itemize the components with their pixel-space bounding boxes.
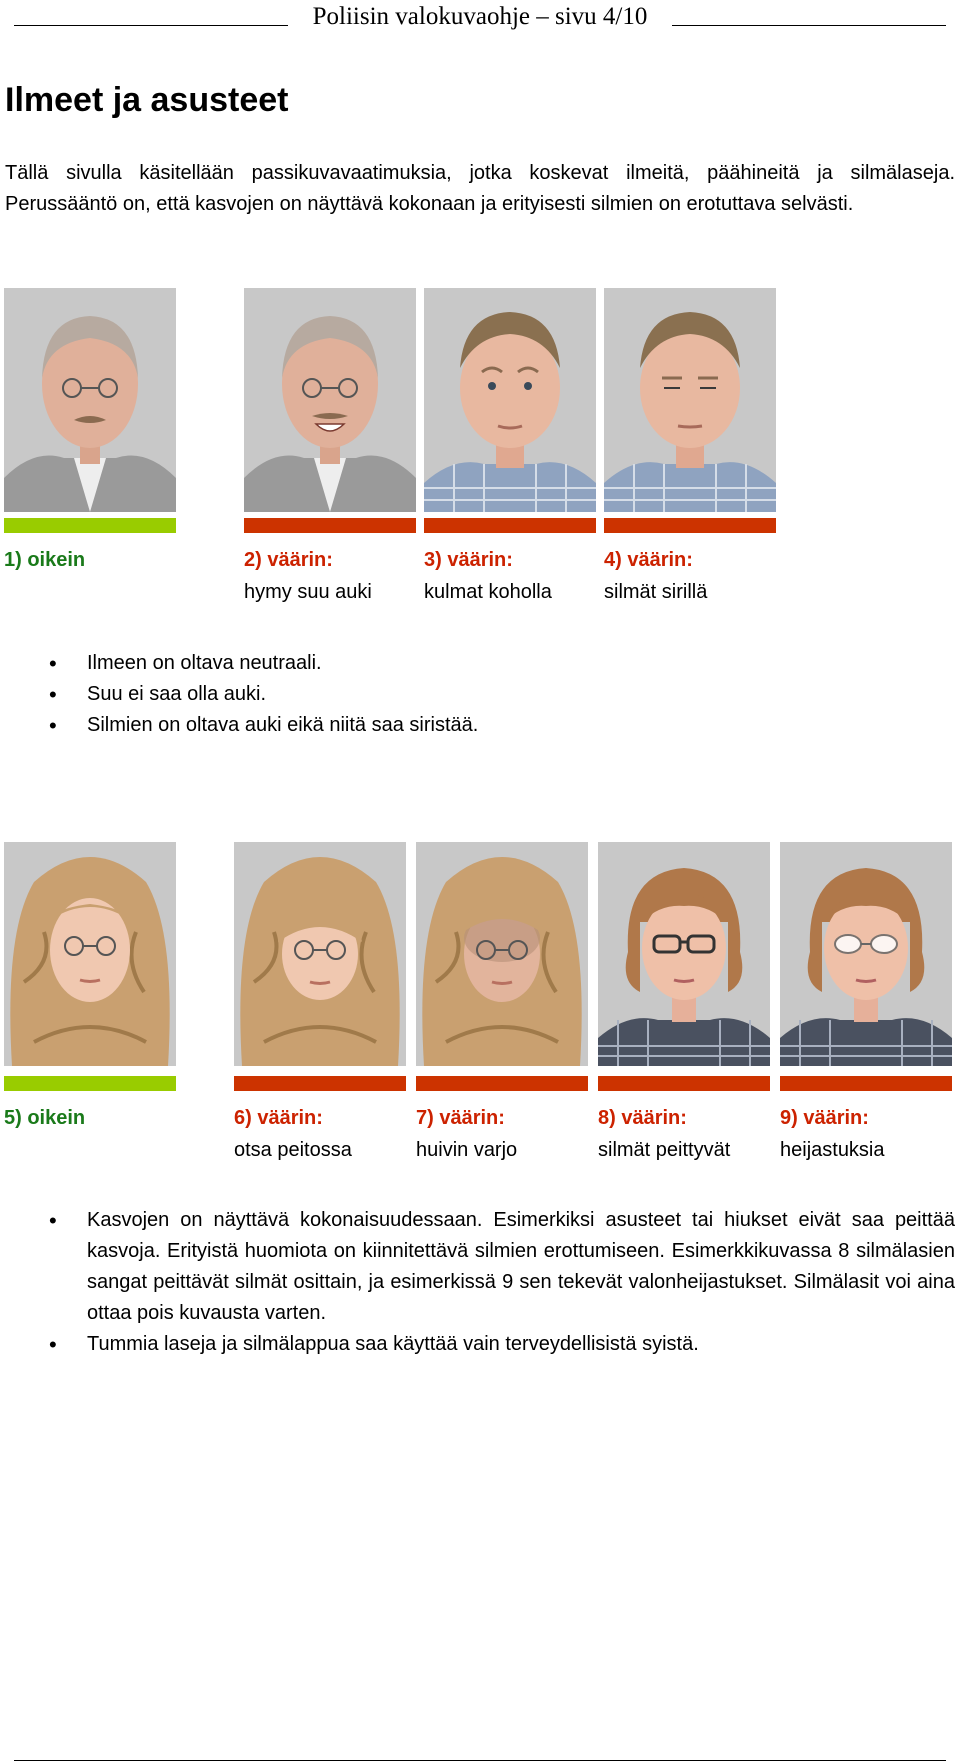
caption-7-label: 7) väärin: [416,1107,505,1129]
caption-6 [234,1102,352,1166]
photo-8-woman-glasses-frames [598,842,770,1066]
photo-2-man-smile [244,288,416,512]
status-bar-2-wrong [244,518,416,533]
caption-2-label: 2) väärin: [244,549,333,571]
caption-4 [604,544,707,608]
caption-5-label: 5) oikein [4,1107,86,1129]
caption-8-desc: silmät peittyvät [598,1139,731,1161]
caption-4-label: 4) väärin: [604,549,693,571]
list-item: • Silmien on oltava auki eikä niitä saa siristää. [5,710,955,741]
caption-1 [4,544,85,576]
list-item: • Ilmeen on oltava neutraali. [5,648,955,679]
status-bar-4-wrong [604,518,776,533]
photo-3-man-brows-raised [424,288,596,512]
caption-3-label: 3) väärin: [424,549,513,571]
list-item: • Suu ei saa olla auki. [5,679,955,710]
footer-rule [14,1760,946,1761]
list-item: • Kasvojen on näyttävä kokonaisuudessaan. Esimerkiksi asusteet tai hiukset eivät saa peittää kasvoja. Erityistä huomiota on kiinnitettävä silmien erottumiseen. Esimerkkikuvassa 8 silmälasien sangat peittävät silmät osittain, ja esimerkissä 9 sen tekevät valonheijastukset. Silmälasit voi aina ottaa pois kuvausta varten. [5,1205,955,1329]
caption-9-desc: heijastuksia [780,1139,885,1161]
photo-9-woman-glasses-reflections [780,842,952,1066]
caption-6-desc: otsa peitossa [234,1139,352,1161]
caption-3-desc: kulmat koholla [424,581,552,603]
intro-paragraph: Tällä sivulla käsitellään passikuvavaatimuksia, jotka koskevat ilmeitä, päähineitä ja silmälaseja. Perussääntö on, että kasvojen on näyttävä kokonaan ja erityisesti silmien on erotuttava selvästi. [5,162,955,215]
status-bar-1-correct [4,518,176,533]
photo-5-woman-headscarf-correct [4,842,176,1066]
caption-5 [4,1102,85,1134]
bullet-list-accessories [5,1205,955,1360]
caption-8-label: 8) väärin: [598,1107,687,1129]
caption-3 [424,544,552,608]
photo-6-woman-forehead-covered [234,842,406,1066]
bullet-list-expression [5,648,955,741]
photo-7-woman-scarf-shadow [416,842,588,1066]
status-bar-5-correct [4,1076,176,1091]
caption-7 [416,1102,517,1166]
caption-2-desc: hymy suu auki [244,581,372,603]
page-header [0,0,960,36]
caption-9 [780,1102,885,1166]
status-bar-9-wrong [780,1076,952,1091]
header-title: Poliisin valokuvaohje – sivu 4/10 [0,2,960,32]
photo-4-man-squint [604,288,776,512]
status-bar-3-wrong [424,518,596,533]
status-bar-8-wrong [598,1076,770,1091]
caption-2 [244,544,372,608]
caption-8 [598,1102,730,1166]
photo-1-man-neutral [4,288,176,512]
caption-4-desc: silmät sirillä [604,581,708,603]
caption-6-label: 6) väärin: [234,1107,323,1129]
list-item: • Tummia laseja ja silmälappua saa käyttää vain terveydellisistä syistä. [5,1329,955,1360]
page-title: Ilmeet ja asusteet [5,81,289,119]
caption-1-label: 1) oikein [4,549,86,571]
status-bar-6-wrong [234,1076,406,1091]
caption-9-label: 9) väärin: [780,1107,869,1129]
caption-7-desc: huivin varjo [416,1139,518,1161]
status-bar-7-wrong [416,1076,588,1091]
